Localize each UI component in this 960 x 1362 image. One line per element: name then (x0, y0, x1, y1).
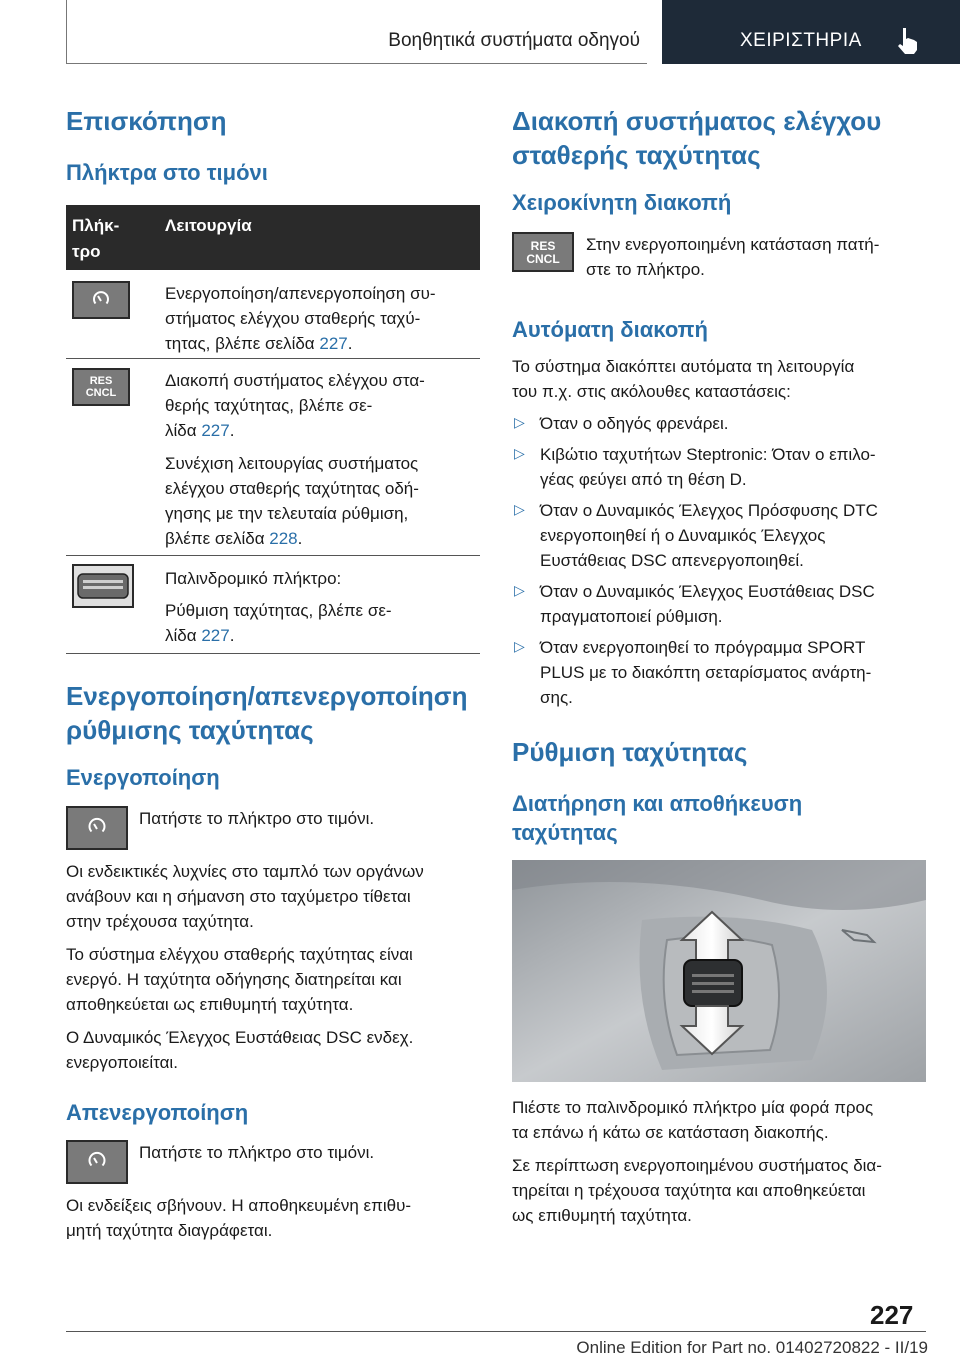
row1-text-3: τητας, βλέπε σελίδα 227. (165, 334, 353, 353)
header-bottom-border (66, 63, 647, 64)
auto-bullet-5-l3: σης. (540, 688, 573, 707)
auto-bullet-5-l1: Όταν ενεργοποιηθεί το πρόγραμμα SPORT (540, 638, 866, 657)
auto-bullet-4-l2: πραγματοποιεί ρύθμιση. (540, 607, 723, 626)
page-number: 227 (870, 1300, 914, 1330)
activation-p3-l1: Ο Δυναμικός Έλεγχος Ευστάθειας DSC ενδεχ. (66, 1028, 414, 1047)
res-cncl-icon: RES CNCL (72, 368, 130, 406)
bullet-icon: ▷ (514, 414, 525, 430)
activation-p1-l1: Οι ενδεικτικές λυχνίες στο ταμπλό των οργάνων (66, 862, 424, 881)
chapter-title: ΧΕΙΡΙΣΤΗΡΙΑ (740, 30, 862, 51)
auto-intro-1: Το σύστημα διακόπτει αυτόματα τη λειτουργία (512, 357, 855, 376)
table-divider (66, 358, 480, 359)
activation-p2-l3: αποθηκεύεται ως επιθυμητή ταχύτητα. (66, 995, 354, 1014)
maintain-title-2: ταχύτητας (512, 820, 618, 845)
res-cncl-icon: RES CNCL (512, 232, 574, 272)
row3-page-link[interactable]: 227 (201, 626, 230, 645)
overview-title: Επισκόπηση (66, 106, 227, 136)
speed-setting-title: Ρύθμιση ταχύτητας (512, 737, 748, 767)
activate-section-title-2: ρύθμισης ταχύτητας (66, 715, 314, 745)
auto-bullet-2-l2: γέας φεύγει από τη θέση D. (540, 470, 747, 489)
manual-cancel-title: Χειροκίνητη διακοπή (512, 190, 732, 215)
bullet-icon: ▷ (514, 638, 525, 654)
row2-resume-text-2: ελέγχου σταθερής ταχύτητας οδή- (165, 479, 419, 498)
deactivation-p1-l1: Οι ενδείξεις σβήνουν. Η αποθηκευμένη επιθυ- (66, 1196, 412, 1215)
cruise-control-icon (66, 1140, 128, 1184)
activate-section-title-1: Ενεργοποίηση/απενεργοποίηση (66, 681, 468, 711)
manual-cancel-text-1: Στην ενεργοποιημένη κατάσταση πατή- (586, 235, 880, 254)
activation-p1-l2: ανάβουν και η σήμανση στο ταχύμετρο τίθεται (66, 887, 411, 906)
row3-text-3: λίδα 227. (165, 626, 235, 645)
cruise-control-icon (66, 806, 128, 850)
footer-rule (66, 1331, 926, 1332)
cruise-control-icon (72, 281, 130, 319)
activation-p2-l1: Το σύστημα ελέγχου σταθερής ταχύτητας είναι (66, 945, 413, 964)
maintain-text-1: Σε περίπτωση ενεργοποιημένου συστήματος δια- (512, 1156, 882, 1175)
deactivation-p1-l2: μητή ταχύτητα διαγράφεται. (66, 1221, 273, 1240)
activation-instruction: Πατήστε το πλήκτρο στο τιμόνι. (139, 809, 375, 828)
cancel-section-title-1: Διακοπή συστήματος ελέγχου (512, 106, 882, 136)
maintain-title-1: Διατήρηση και αποθήκευση (512, 791, 803, 816)
maintain-text-2: τηρείται η τρέχουσα ταχύτητα και αποθηκεύεται (512, 1181, 866, 1200)
auto-bullet-3-l1: Όταν ο Δυναμικός Έλεγχος Πρόσφυσης DTC (540, 501, 878, 520)
manual-cancel-text-2: στε το πλήκτρο. (586, 260, 705, 279)
steering-buttons-subtitle: Πλήκτρα στο τιμόνι (66, 160, 268, 185)
row2-resume-text-3: γησης με την τελευταία ρύθμιση, (165, 504, 409, 523)
col-key-header-2: τρο (72, 242, 101, 261)
auto-bullet-3-l2: ενεργοποιηθεί ή ο Δυναμικός Έλεγχος (540, 526, 826, 545)
col-key-header-1: Πλήκ- (72, 216, 120, 235)
hand-pointer-icon (893, 26, 923, 56)
row2-resume-text-1: Συνέχιση λειτουργίας συστήματος (165, 454, 419, 473)
maintain-text-3: ως επιθυμητή ταχύτητα. (512, 1206, 692, 1225)
auto-cancel-title: Αυτόματη διακοπή (512, 317, 708, 342)
bullet-icon: ▷ (514, 582, 525, 598)
bullet-icon: ▷ (514, 501, 525, 517)
table-divider (66, 555, 480, 556)
cancel-section-title-2: σταθερής ταχύτητας (512, 140, 761, 170)
rocker-instruction-2: τα επάνω ή κάτω σε κατάσταση διακοπής. (512, 1123, 829, 1142)
row1-text-1: Ενεργοποίηση/απενεργοποίηση συ- (165, 284, 436, 303)
deactivation-title: Απενεργοποίηση (66, 1100, 249, 1125)
row2-resume-text-4: βλέπε σελίδα 228. (165, 529, 303, 548)
header-left-border (66, 0, 67, 64)
row3-text-1: Παλινδρομικό πλήκτρο: (165, 569, 342, 588)
steering-wheel-rocker-photo (512, 860, 926, 1082)
table-header (66, 205, 480, 270)
row1-text-2: στήματος ελέγχου σταθερής ταχύ- (165, 309, 421, 328)
rocker-instruction-1: Πιέστε το παλινδρομικό πλήκτρο μία φορά προς (512, 1098, 874, 1117)
row2-text-3: λίδα 227. (165, 421, 235, 440)
deactivation-instruction: Πατήστε το πλήκτρο στο τιμόνι. (139, 1143, 375, 1162)
auto-bullet-2-l1: Κιβώτιο ταχυτήτων Steptronic: Όταν ο επιλο- (540, 445, 876, 464)
auto-bullet-3-l3: Ευστάθειας DSC απενεργοποιηθεί. (540, 551, 804, 570)
row2-text-1: Διακοπή συστήματος ελέγχου στα- (165, 371, 425, 390)
table-bottom-rule (66, 653, 480, 654)
edition-text: Online Edition for Part no. 01402720822 - II/19 (576, 1338, 928, 1357)
row2-page-link[interactable]: 227 (201, 421, 230, 440)
activation-p3-l2: ενεργοποιείται. (66, 1053, 178, 1072)
auto-bullet-1: Όταν ο οδηγός φρενάρει. (540, 414, 729, 433)
bullet-icon: ▷ (514, 445, 525, 461)
rocker-switch-icon (72, 564, 134, 608)
row2-resume-page-link[interactable]: 228 (269, 529, 298, 548)
row3-text-2: Ρύθμιση ταχύτητας, βλέπε σε- (165, 601, 392, 620)
activation-title: Ενεργοποίηση (66, 765, 220, 790)
col-function-header: Λειτουργία (165, 216, 252, 235)
section-title: Βοηθητικά συστήματα οδηγού (388, 30, 640, 51)
auto-bullet-4-l1: Όταν ο Δυναμικός Έλεγχος Ευστάθειας DSC (540, 582, 875, 601)
activation-p1-l3: στην τρέχουσα ταχύτητα. (66, 912, 254, 931)
row1-page-link[interactable]: 227 (319, 334, 348, 353)
row2-text-2: θερής ταχύτητας, βλέπε σε- (165, 396, 373, 415)
auto-bullet-5-l2: PLUS με το διακόπτη σεταρίσματος ανάρτη- (540, 663, 872, 682)
activation-p2-l2: ενεργό. Η ταχύτητα οδήγησης διατηρείται και (66, 970, 402, 989)
auto-intro-2: του π.χ. στις ακόλουθες καταστάσεις: (512, 382, 791, 401)
